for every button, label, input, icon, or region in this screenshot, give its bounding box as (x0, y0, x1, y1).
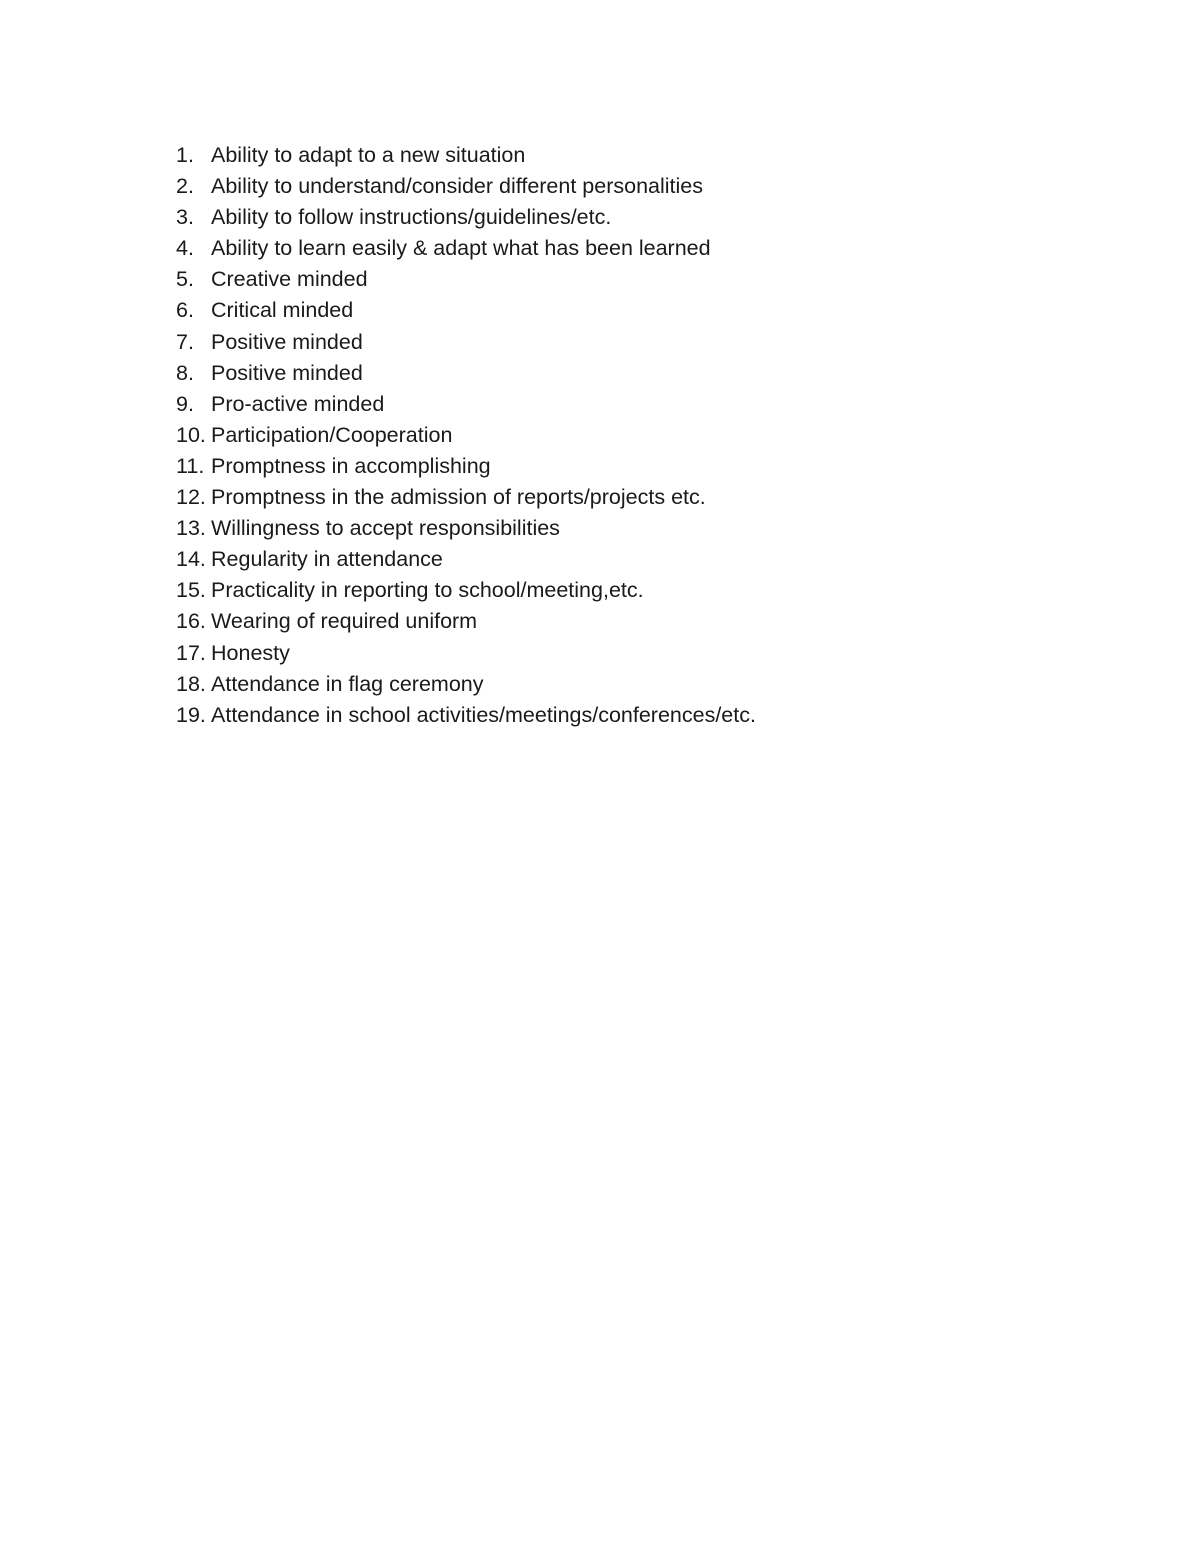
list-item-text: Positive minded (211, 329, 363, 354)
list-item-text: Attendance in school activities/meetings/conferences/etc. (211, 702, 756, 727)
numbered-list (176, 140, 756, 731)
list-item-text: Practicality in reporting to school/meeting,etc. (211, 578, 644, 603)
list-item-number: 1. (176, 143, 194, 167)
list-item-text: Ability to understand/consider different personalities (211, 174, 704, 199)
list-item-number: 10. (176, 422, 206, 447)
list-item (176, 669, 756, 700)
list-item-text: Promptness in accomplishing (211, 453, 491, 478)
list-item-text: Ability to follow instructions/guidelines/etc. (211, 205, 612, 230)
list-item-number: 7. (176, 329, 194, 354)
list-item (176, 544, 756, 575)
list-item-number: 12. (176, 485, 206, 510)
list-item (176, 575, 756, 606)
list-item-number: 18. (176, 671, 206, 696)
list-item (176, 264, 756, 295)
list-item-text: Willingness to accept responsibilities (211, 516, 560, 541)
list-item-number: 4. (176, 236, 194, 261)
list-item-text: Participation/Cooperation (211, 422, 453, 447)
list-item (176, 700, 756, 731)
list-item (176, 513, 756, 544)
list-item-text: Pro-active minded (211, 391, 385, 416)
list-item-number: 15. (176, 578, 206, 603)
list-item (176, 358, 756, 389)
list-item-number: 2. (176, 174, 194, 199)
list-item-number: 16. (176, 609, 206, 634)
list-item-text: Ability to learn easily & adapt what has been learned (211, 236, 711, 261)
list-item-text: Ability to adapt to a new situation (211, 143, 526, 167)
list-item (176, 202, 756, 233)
list-item-text: Creative minded (211, 267, 368, 292)
list-item-text: Wearing of required uniform (211, 609, 478, 634)
list-item-text: Positive minded (211, 360, 363, 385)
list-item-number: 17. (176, 640, 206, 665)
list-item-number: 6. (176, 298, 194, 323)
list-item-number: 9. (176, 391, 194, 416)
list-item (176, 606, 756, 637)
list-item (176, 140, 756, 171)
list-item (176, 451, 756, 482)
list-item-number: 3. (176, 205, 194, 230)
list-item-text: Regularity in attendance (211, 547, 443, 572)
list-item (176, 482, 756, 513)
list-item (176, 327, 756, 358)
list-item-number: 11. (176, 453, 205, 478)
list-item-text: Critical minded (211, 298, 354, 323)
list-item (176, 638, 756, 669)
list-item (176, 295, 756, 326)
list-item-text: Honesty (211, 640, 290, 665)
list-item (176, 233, 756, 264)
list-item-text: Attendance in flag ceremony (211, 671, 484, 696)
list-item-number: 13. (176, 516, 206, 541)
list-item-number: 19. (176, 702, 206, 727)
list-item (176, 171, 756, 202)
list-item (176, 420, 756, 451)
list-item-text: Promptness in the admission of reports/projects etc. (211, 485, 706, 510)
list-item-number: 8. (176, 360, 194, 385)
list-item-number: 14. (176, 547, 206, 572)
list-item-number: 5. (176, 267, 194, 292)
list-item (176, 389, 756, 420)
